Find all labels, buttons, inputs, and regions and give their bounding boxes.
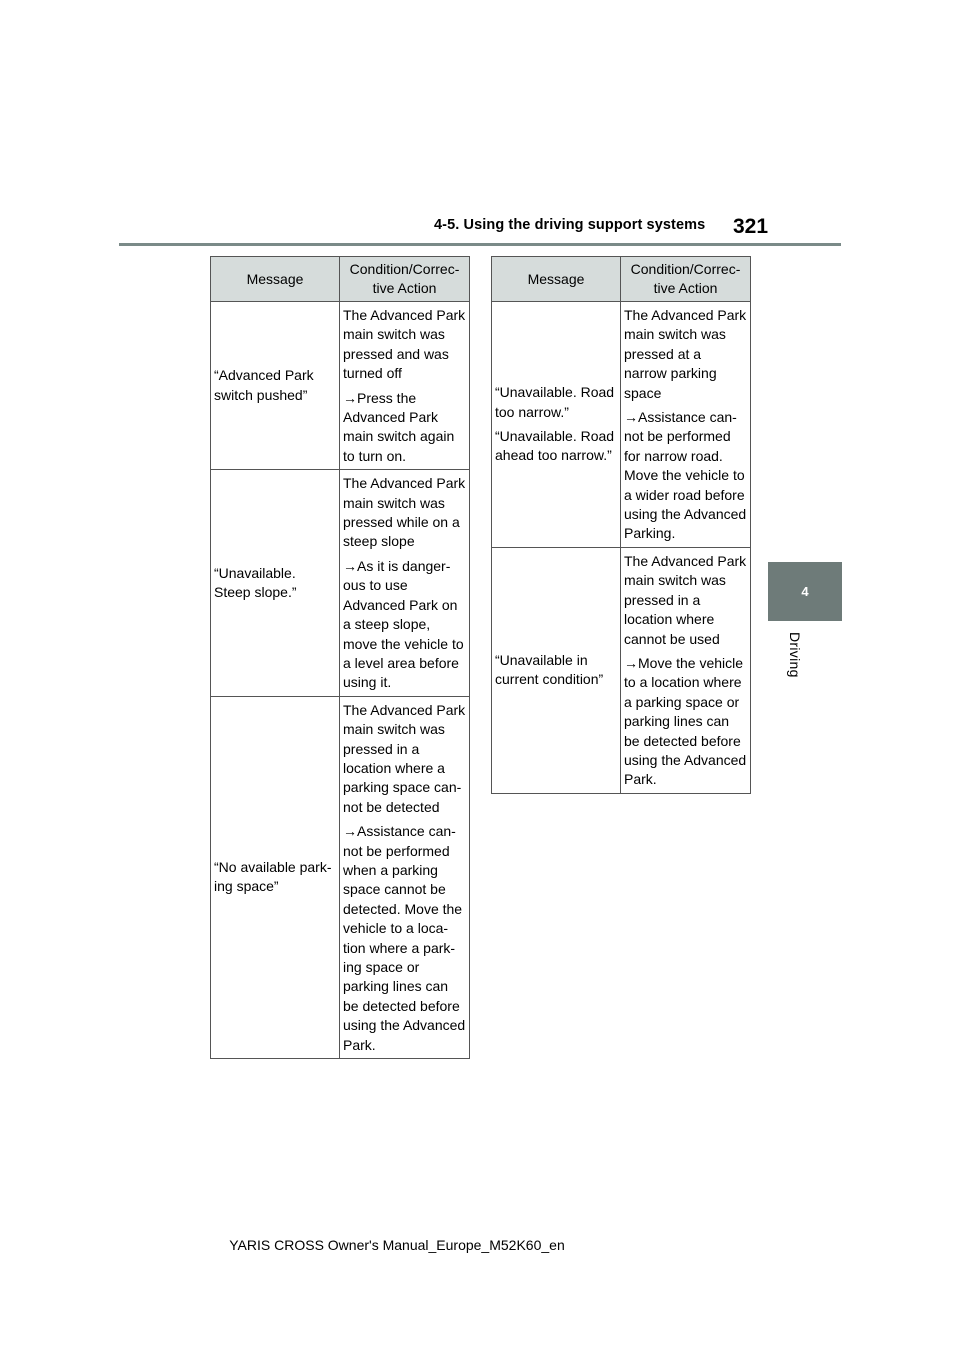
chapter-label: Driving <box>787 632 803 678</box>
header-condition <box>621 257 751 302</box>
action-text: As it is danger-ous to use Advanced Park on a steep slope, move the vehicle to a level area before using it. <box>343 557 464 691</box>
page-number: 321 <box>733 215 769 238</box>
message-table-2 <box>491 256 751 794</box>
arrow-icon: → <box>343 389 357 406</box>
action-text: Press the Advanced Park main switch again to turn on. <box>343 389 455 464</box>
header-message-label: Message <box>246 270 304 287</box>
section-title: 4-5. Using the driving support systems <box>434 217 706 233</box>
arrow-icon: → <box>624 409 638 426</box>
condition-cell <box>621 302 751 548</box>
action-line <box>343 389 466 467</box>
message-text: “Unavailable. Road too narrow.” <box>495 384 615 420</box>
chapter-tab <box>768 562 842 621</box>
condition-cell <box>340 470 470 696</box>
action-text: Assistance can-not be performed for narrow road. Move the vehicle to a wider road before using the Advanced Parking. <box>624 409 747 542</box>
table-row <box>492 547 751 793</box>
condition-cell <box>340 302 470 470</box>
condition-text: The Advanced Park main switch was pressed in a location where a parking space can-not be detected <box>343 701 466 815</box>
header-divider <box>119 243 841 246</box>
message-cell <box>211 470 340 696</box>
header-condition <box>340 257 470 302</box>
message-text: “No available park-ing space” <box>214 858 332 895</box>
action-line <box>624 408 747 544</box>
table-header-row <box>211 257 470 302</box>
condition-cell <box>340 696 470 1058</box>
condition-text: The Advanced Park main switch was pressed and was turned off <box>343 307 466 382</box>
condition-text: The Advanced Park main switch was pressed while on a steep slope <box>343 475 466 550</box>
header-condition-line1: Condition/Correc- <box>630 261 741 277</box>
message-cell <box>492 547 621 793</box>
action-line <box>343 822 466 1055</box>
header-condition-line2: tive Action <box>372 280 437 296</box>
arrow-icon: → <box>343 823 357 840</box>
header-message-label: Message <box>527 270 585 287</box>
footer-manual-id: YARIS CROSS Owner's Manual_Europe_M52K60_en <box>229 1237 565 1253</box>
arrow-icon: → <box>624 654 638 671</box>
message-cell <box>492 302 621 548</box>
table-row <box>211 696 470 1058</box>
action-line <box>343 557 466 693</box>
action-text: Assistance can-not be performed when a parking space cannot be detected. Move the vehicle to a loca-tion where a park-ing space or parking lines can be detected before using the Advanced Park. <box>343 823 466 1053</box>
action-line <box>624 654 747 790</box>
message-text: “Unavailable. Steep slope.” <box>214 564 297 600</box>
arrow-icon: → <box>343 557 357 574</box>
message-text: “Unavailable in current condition” <box>495 651 604 688</box>
message-table-1 <box>210 256 470 1059</box>
message-cell <box>211 696 340 1058</box>
header-condition-line2: tive Action <box>653 280 718 296</box>
table-row <box>211 302 470 470</box>
header-message <box>211 257 340 302</box>
message-text: “Advanced Park switch pushed” <box>214 367 314 403</box>
header-message <box>492 257 621 302</box>
condition-text: The Advanced Park main switch was pressed at a narrow parking space <box>624 307 747 401</box>
action-text: Move the vehicle to a location where a parking space or parking lines can be detected before using the Advanced Park. <box>624 654 747 788</box>
chapter-number: 4 <box>801 584 809 599</box>
message-text: “Unavailable. Road ahead too narrow.” <box>495 427 615 464</box>
table-row <box>211 470 470 696</box>
message-cell <box>211 302 340 470</box>
condition-text: The Advanced Park main switch was pressed in a location where cannot be used <box>624 552 747 647</box>
header-condition-line1: Condition/Correc- <box>349 261 460 277</box>
table-header-row <box>492 257 751 302</box>
table-row <box>492 302 751 548</box>
condition-cell <box>621 547 751 793</box>
